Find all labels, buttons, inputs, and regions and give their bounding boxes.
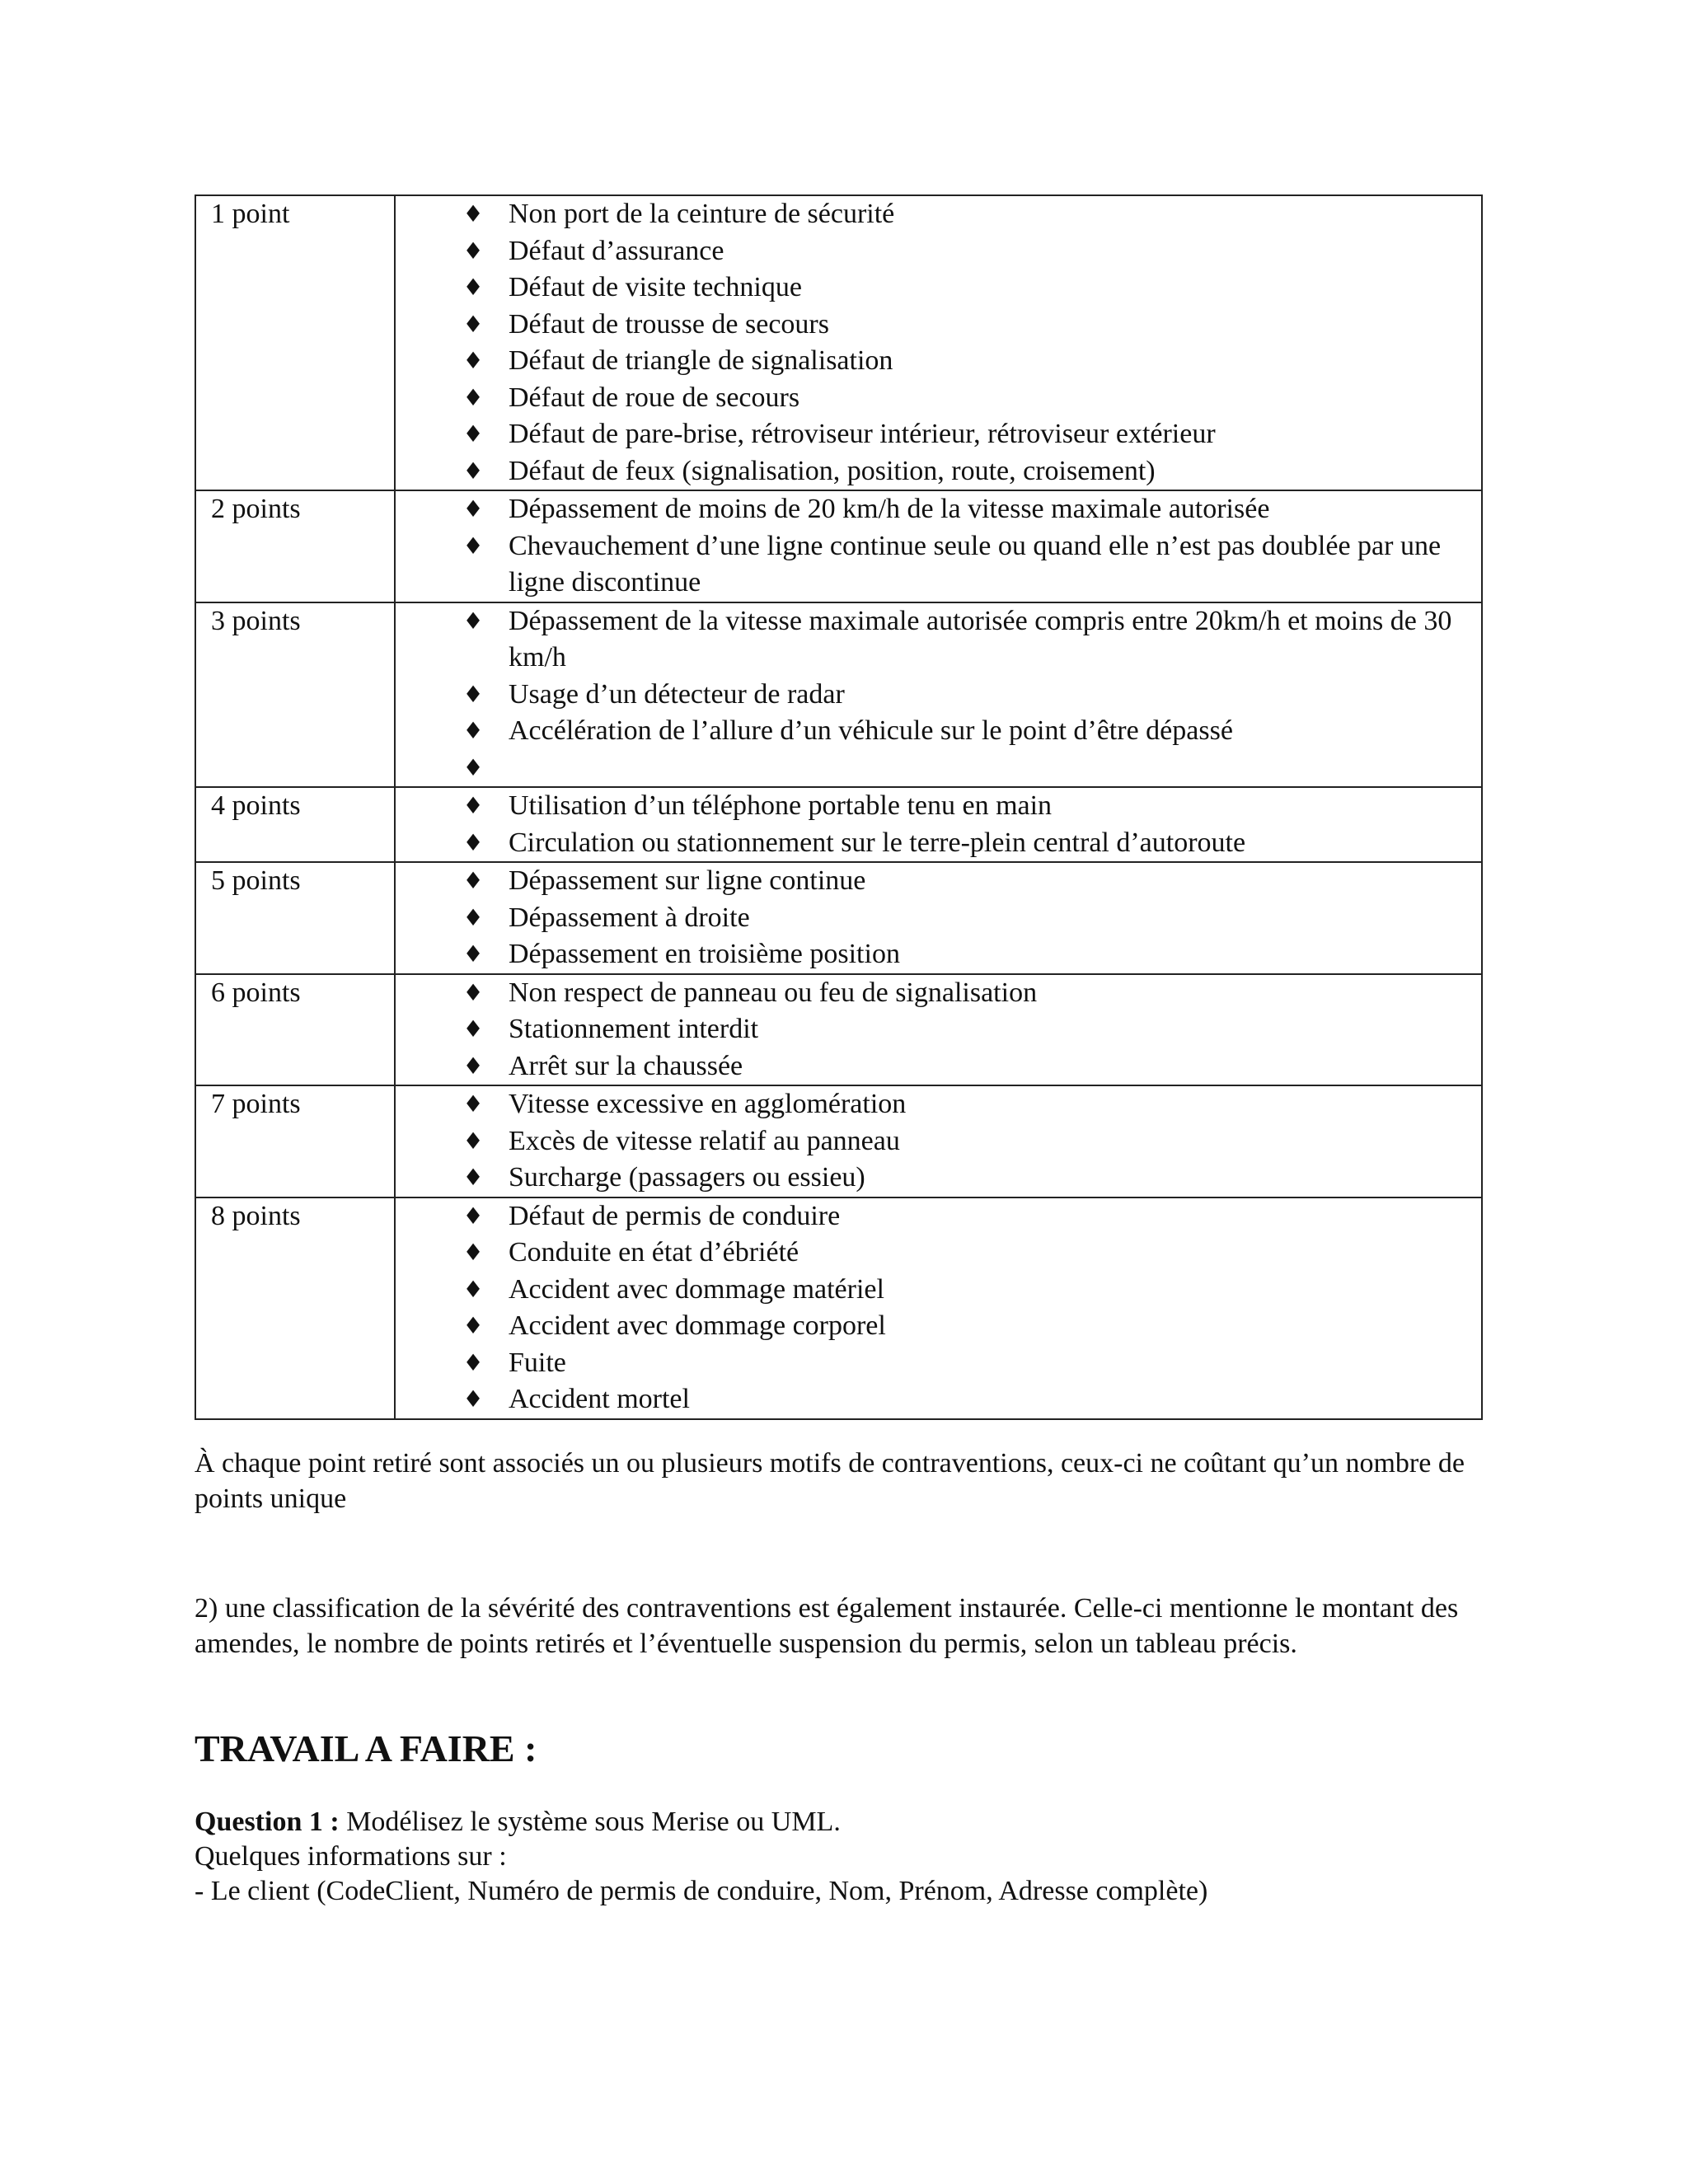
question-1-label: Question 1 :: [195, 1807, 340, 1837]
diamond-bullet-icon: ♦: [462, 1239, 484, 1266]
motifs-list: [396, 491, 1481, 602]
list-item: [396, 1381, 1481, 1418]
list-item: [396, 825, 1481, 862]
points-value-cell: 4 points: [195, 787, 395, 862]
list-item: [396, 491, 1481, 528]
motif-text: Accélération de l’allure d’un véhicule sur le point d’être dépassé: [509, 715, 1233, 746]
diamond-bullet-icon: ♦: [462, 1385, 484, 1413]
diamond-bullet-icon: ♦: [462, 532, 484, 560]
diamond-bullet-icon: ♦: [462, 1312, 484, 1339]
motifs-list: [396, 196, 1481, 490]
motif-text: Défaut de triangle de signalisation: [509, 345, 893, 376]
diamond-bullet-icon: ♦: [462, 792, 484, 819]
list-item: [396, 900, 1481, 937]
list-item: [396, 603, 1481, 677]
list-item: [396, 1048, 1481, 1085]
motif-text: Fuite: [509, 1347, 566, 1378]
diamond-bullet-icon: ♦: [462, 1127, 484, 1155]
list-item: [396, 1235, 1481, 1272]
question-1-text: Modélisez le système sous Merise ou UML.: [339, 1807, 841, 1837]
motif-text: Accident avec dommage matériel: [509, 1273, 884, 1305]
points-value-cell: 3 points: [195, 602, 395, 788]
diamond-bullet-icon: ♦: [462, 457, 484, 485]
table-row: [195, 1085, 1482, 1197]
points-value-cell: 8 points: [195, 1197, 395, 1419]
diamond-bullet-icon: ♦: [462, 1052, 484, 1080]
motifs-cell: [395, 602, 1482, 788]
diamond-bullet-icon: ♦: [462, 867, 484, 894]
motifs-cell: [395, 195, 1482, 490]
list-item: [396, 936, 1481, 973]
motifs-cell: [395, 1085, 1482, 1197]
list-item: [396, 233, 1481, 270]
list-item: [396, 677, 1481, 714]
list-item: [396, 863, 1481, 900]
diamond-bullet-icon: ♦: [462, 383, 484, 411]
list-item: [396, 1086, 1481, 1123]
points-table-body: [195, 195, 1482, 1419]
paragraph-classification: 2) une classification de la sévérité des contraventions est également instaurée. Celle-ci mentionne le montant des amendes, le nombre de points retirés et l’éventuelle suspension du permis, selon un tableau précis.: [195, 1593, 1459, 1659]
motif-text: Défaut de roue de secours: [509, 382, 800, 413]
points-value-cell: 6 points: [195, 974, 395, 1086]
motif-text: Stationnement interdit: [509, 1014, 759, 1044]
paragraph-points-motifs: À chaque point retiré sont associés un ou plusieurs motifs de contraventions, ceux-ci ne coûtant qu’un nombre de points unique: [195, 1448, 1465, 1514]
table-row: [195, 1197, 1482, 1419]
list-item: [396, 1198, 1481, 1235]
motif-text: Usage d’un détecteur de radar: [509, 678, 845, 710]
diamond-bullet-icon: ♦: [462, 940, 484, 968]
motifs-list: [396, 788, 1481, 861]
motif-text: Utilisation d’un téléphone portable tenu en main: [509, 790, 1053, 821]
table-row: [195, 862, 1482, 974]
section-heading: TRAVAIL A FAIRE :: [195, 1727, 537, 1769]
diamond-bullet-icon: ♦: [462, 1164, 484, 1191]
list-item: [396, 1308, 1481, 1345]
list-item: [396, 750, 1481, 787]
diamond-bullet-icon: ♦: [462, 828, 484, 856]
motif-text: Accident avec dommage corporel: [509, 1310, 886, 1341]
list-item: [396, 196, 1481, 233]
motif-text: Excès de vitesse relatif au panneau: [509, 1125, 900, 1156]
motif-text: Dépassement en troisième position: [509, 939, 900, 969]
diamond-bullet-icon: ♦: [462, 1202, 484, 1230]
diamond-bullet-icon: ♦: [462, 200, 484, 227]
diamond-bullet-icon: ♦: [462, 237, 484, 265]
list-item: [396, 1160, 1481, 1197]
motif-text: Circulation ou stationnement sur le terre-plein central d’autoroute: [509, 827, 1246, 858]
points-value-cell: 2 points: [195, 490, 395, 602]
motifs-list: [396, 975, 1481, 1085]
diamond-bullet-icon: ♦: [462, 420, 484, 448]
list-item: [396, 1272, 1481, 1309]
diamond-bullet-icon: ♦: [462, 903, 484, 931]
list-item: [396, 528, 1481, 602]
motif-text: Chevauchement d’une ligne continue seule ou quand elle n’est pas doublée par une ligne discontinue: [509, 530, 1442, 598]
motifs-cell: [395, 1197, 1482, 1419]
motif-text: Surcharge (passagers ou essieu): [509, 1162, 865, 1193]
diamond-bullet-icon: ♦: [462, 495, 484, 523]
points-value-cell: 5 points: [195, 862, 395, 974]
diamond-bullet-icon: ♦: [462, 347, 484, 374]
points-value-cell: 1 point: [195, 195, 395, 490]
motif-text: Conduite en état d’ébriété: [509, 1237, 799, 1268]
table-row: [195, 787, 1482, 862]
question-block: [195, 1805, 1483, 1909]
list-item: [396, 343, 1481, 380]
motifs-list: [396, 863, 1481, 973]
motif-text: Défaut d’assurance: [509, 235, 724, 266]
diamond-bullet-icon: ♦: [462, 680, 484, 708]
list-item: [396, 416, 1481, 453]
motif-text: Dépassement sur ligne continue: [509, 865, 866, 896]
motif-text: Arrêt sur la chaussée: [509, 1050, 743, 1081]
motif-text: Non respect de panneau ou feu de signalisation: [509, 977, 1038, 1008]
diamond-bullet-icon: ♦: [462, 274, 484, 301]
motifs-cell: [395, 787, 1482, 862]
list-item: [396, 380, 1481, 417]
motif-text: Vitesse excessive en agglomération: [509, 1089, 907, 1119]
diamond-bullet-icon: ♦: [462, 753, 484, 781]
points-table: [195, 194, 1483, 1420]
list-item: [396, 1345, 1481, 1382]
points-value-cell: 7 points: [195, 1085, 395, 1197]
diamond-bullet-icon: ♦: [462, 607, 484, 635]
motif-text: Non port de la ceinture de sécurité: [509, 199, 895, 229]
list-item: [396, 713, 1481, 750]
motifs-cell: [395, 490, 1482, 602]
motif-text: Défaut de feux (signalisation, position, route, croisement): [509, 455, 1156, 486]
table-row: [195, 195, 1482, 490]
diamond-bullet-icon: ♦: [462, 978, 484, 1006]
diamond-bullet-icon: ♦: [462, 717, 484, 744]
question-1-client-info: - Le client (CodeClient, Numéro de permis de conduire, Nom, Prénom, Adresse complète): [195, 1876, 1208, 1906]
motifs-cell: [395, 862, 1482, 974]
motifs-cell: [395, 974, 1482, 1086]
motif-text: Défaut de pare-brise, rétroviseur intérieur, rétroviseur extérieur: [509, 419, 1216, 449]
list-item: [396, 269, 1481, 307]
motifs-list: [396, 1198, 1481, 1418]
diamond-bullet-icon: ♦: [462, 1348, 484, 1376]
question-1-line: [195, 1805, 1483, 1840]
table-row: [195, 602, 1482, 788]
diamond-bullet-icon: ♦: [462, 310, 484, 338]
diamond-bullet-icon: ♦: [462, 1015, 484, 1043]
list-item: [396, 975, 1481, 1012]
list-item: [396, 307, 1481, 344]
motif-text: Dépassement à droite: [509, 902, 750, 933]
table-row: [195, 490, 1482, 602]
motif-text: Dépassement de moins de 20 km/h de la vitesse maximale autorisée: [509, 494, 1270, 524]
motif-text: Accident mortel: [509, 1384, 690, 1414]
question-1-info-intro: Quelques informations sur :: [195, 1841, 507, 1872]
diamond-bullet-icon: ♦: [462, 1275, 484, 1303]
list-item: [396, 1011, 1481, 1048]
list-item: [396, 453, 1481, 490]
list-item: [396, 788, 1481, 825]
motif-text: Défaut de trousse de secours: [509, 308, 829, 340]
motif-text: Défaut de visite technique: [509, 272, 802, 302]
table-row: [195, 974, 1482, 1086]
motif-text: Dépassement de la vitesse maximale autorisée compris entre 20km/h et moins de 30 km/h: [509, 605, 1452, 673]
list-item: [396, 1123, 1481, 1160]
diamond-bullet-icon: ♦: [462, 1090, 484, 1118]
motifs-list: [396, 1086, 1481, 1197]
motif-text: Défaut de permis de conduire: [509, 1200, 841, 1231]
motifs-list: [396, 603, 1481, 787]
